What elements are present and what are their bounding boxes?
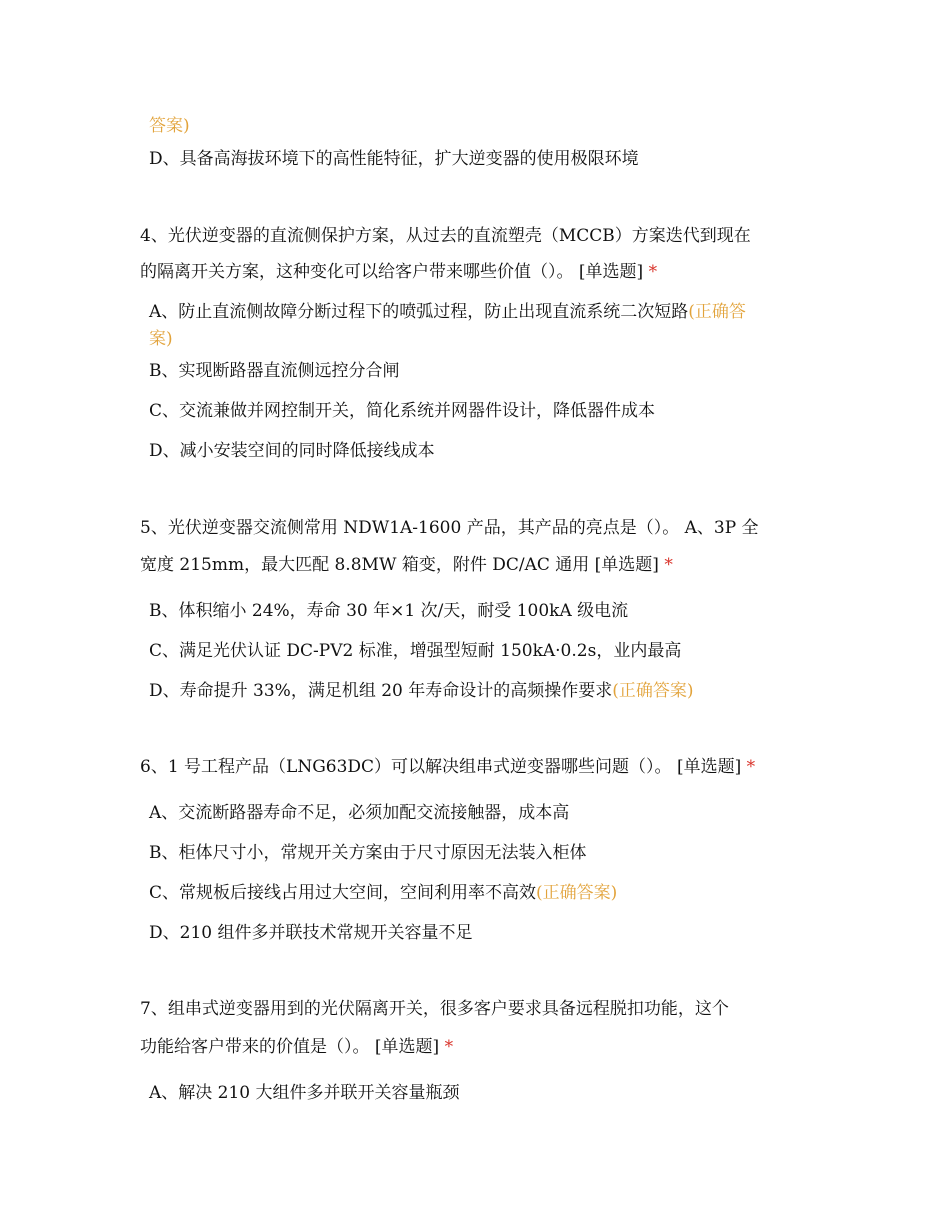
- correct-answer-label: (正确答案): [612, 681, 694, 701]
- q6-option-d: D、210 组件多并联技术常规开关容量不足: [149, 923, 473, 943]
- q6-option-a: A、交流断路器寿命不足，必须加配交流接触器，成本高: [149, 803, 570, 823]
- required-marker: *: [648, 262, 658, 282]
- q5-option-b: B、体积缩小 24%，寿命 30 年×1 次/天，耐受 100kA 级电流: [149, 601, 629, 621]
- q4-title-line2: [140, 259, 657, 286]
- q5-title-line1: 5、光伏逆变器交流侧常用 NDW1A-1600 产品，其产品的亮点是（）。 A、3P 全: [140, 518, 759, 538]
- q6-option-c: [149, 880, 617, 907]
- q5-option-d-text: D、寿命提升 33%，满足机组 20 年寿命设计的高频操作要求: [149, 681, 613, 701]
- q5-option-d: [149, 678, 694, 705]
- q7-option-a: A、解决 210 大组件多并联开关容量瓶颈: [149, 1083, 460, 1103]
- correct-answer-label: 答案): [149, 116, 190, 136]
- q3-option-d: D、具备高海拔环境下的高性能特征，扩大逆变器的使用极限环境: [149, 149, 639, 169]
- required-marker: *: [746, 757, 756, 777]
- q4-title-line1: 4、光伏逆变器的直流侧保护方案，从过去的直流塑壳（MCCB）方案迭代到现在: [140, 226, 751, 246]
- q7-title-text: 功能给客户带来的价值是（）。 [单选题]: [140, 1037, 445, 1057]
- q5-title-line2: [140, 552, 673, 579]
- required-marker: *: [444, 1037, 454, 1057]
- q5-title-text: 宽度 215mm，最大匹配 8.8MW 箱变，附件 DC/AC 通用 [单选题]: [140, 555, 665, 575]
- q4-option-d: D、减小安装空间的同时降低接线成本: [149, 441, 435, 461]
- q4-option-a: [149, 299, 746, 326]
- q5-option-c: C、满足光伏认证 DC-PV2 标准，增强型短耐 150kA·0.2s，业内最高: [149, 641, 682, 661]
- required-marker: *: [664, 555, 673, 575]
- q6-title-line1: [140, 754, 755, 781]
- correct-answer-label: (正确答案): [536, 883, 618, 903]
- q7-title-line2: [140, 1034, 453, 1061]
- correct-answer-label: 案): [149, 329, 173, 349]
- q6-title-text: 6、1 号工程产品（LNG63DC）可以解决组串式逆变器哪些问题（）。 [单选题]: [140, 757, 747, 777]
- correct-answer-label: (正确答: [688, 302, 746, 322]
- q6-option-b: B、柜体尺寸小，常规开关方案由于尺寸原因无法装入柜体: [149, 843, 587, 863]
- q4-option-a-continued: [149, 326, 173, 353]
- q4-option-c: C、交流兼做并网控制开关，简化系统并网器件设计，降低器件成本: [149, 401, 656, 421]
- q4-option-b: B、实现断路器直流侧远控分合闸: [149, 361, 400, 381]
- q4-option-a-text: A、防止直流侧故障分断过程下的喷弧过程，防止出现直流系统二次短路: [149, 302, 689, 322]
- q3-option-c-correct-tail: [149, 113, 190, 140]
- q7-title-line1: 7、组串式逆变器用到的光伏隔离开关，很多客户要求具备远程脱扣功能，这个: [140, 999, 729, 1019]
- q4-title-text: 的隔离开关方案，这种变化可以给客户带来哪些价值（）。 [单选题]: [140, 262, 649, 282]
- q6-option-c-text: C、常规板后接线占用过大空间，空间利用率不高效: [149, 883, 537, 903]
